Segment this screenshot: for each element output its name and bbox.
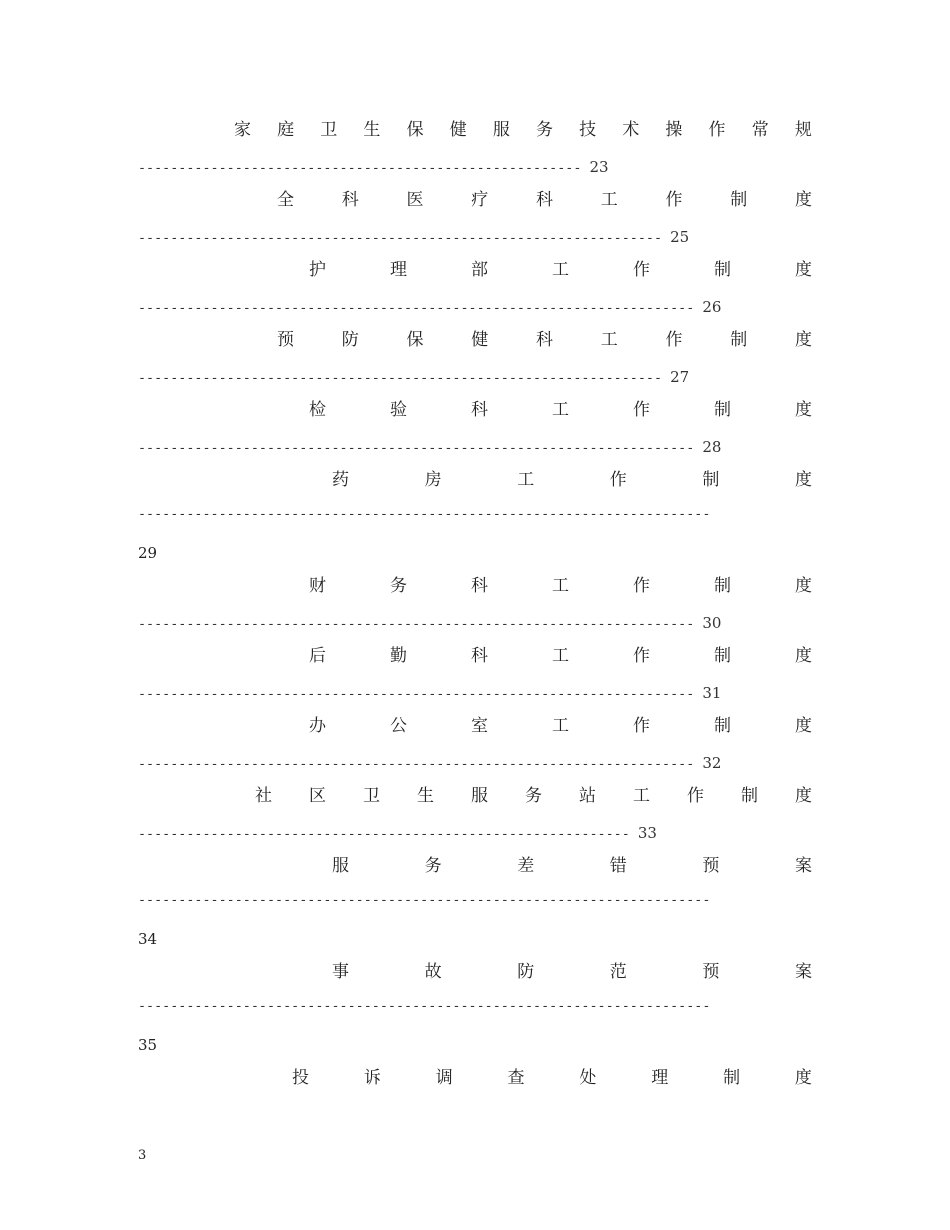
toc-title-char: 工 [552, 716, 569, 736]
toc-title-char: 药 [332, 470, 349, 490]
toc-title-char: 制 [702, 470, 720, 490]
toc-leader: ----------------------------------------------------------------- 25 [138, 228, 690, 246]
toc-title-char: 站 [579, 786, 596, 806]
toc-title-char: 室 [471, 716, 488, 736]
toc-title-char: 故 [424, 962, 442, 982]
toc-title [255, 784, 812, 808]
toc-title-char: 制 [714, 400, 731, 420]
toc-title-char: 科 [471, 400, 488, 420]
toc-title-char: 度 [795, 716, 812, 736]
toc-title-char: 务 [424, 856, 442, 876]
toc-title-char: 投 [292, 1068, 309, 1088]
toc-title-char: 健 [449, 120, 467, 140]
toc-title-char: 全 [277, 190, 294, 210]
toc-title-char: 调 [435, 1068, 453, 1088]
toc-title-char: 保 [406, 120, 424, 140]
toc-page-number: 27 [670, 368, 690, 386]
toc-title-char: 制 [723, 1068, 741, 1088]
toc-title-char: 度 [795, 190, 812, 210]
toc-title-char: 科 [341, 190, 359, 210]
toc-title-char: 制 [714, 576, 731, 596]
toc-title-char: 疗 [471, 190, 489, 210]
toc-title-char: 房 [424, 470, 442, 490]
toc-title-char: 术 [622, 120, 640, 140]
toc-page-number: 33 [637, 824, 657, 842]
toc-title-char: 庭 [277, 120, 295, 140]
toc-title-char: 验 [390, 400, 407, 420]
toc-title-char: 社 [255, 786, 272, 806]
toc-title-char: 科 [471, 576, 488, 596]
toc-title-char: 度 [794, 1068, 812, 1088]
toc-leader: --------------------------------------------------------------------- 28 [138, 438, 722, 456]
toc-leader: --------------------------------------------------------------------- 31 [138, 684, 722, 702]
toc-title-char: 制 [714, 646, 731, 666]
toc-leader: ----------------------------------------------------------------- 27 [138, 368, 690, 386]
toc-title-char: 工 [600, 330, 618, 350]
toc-title-char: 务 [390, 576, 407, 596]
toc-title-char: 后 [309, 646, 326, 666]
toc-title-char: 工 [552, 400, 569, 420]
toc-title-char: 技 [579, 120, 597, 140]
toc-leader: --------------------------------------------------------------------- 30 [138, 614, 722, 632]
toc-title-char: 常 [751, 120, 769, 140]
toc-page-number: 31 [702, 684, 722, 702]
toc-title-char: 财 [309, 576, 326, 596]
toc-title-char: 规 [794, 120, 812, 140]
toc-title-char: 度 [795, 400, 812, 420]
toc-title-char: 部 [471, 260, 488, 280]
toc-title-char: 科 [536, 330, 553, 350]
toc-title-char: 范 [609, 962, 627, 982]
toc-title-char: 差 [517, 856, 535, 876]
toc-title-char: 防 [341, 330, 359, 350]
toc-title-char: 作 [665, 190, 683, 210]
toc-title-char: 处 [579, 1068, 597, 1088]
toc-leader: ----------------------------------------------------------------------- [138, 999, 711, 1014]
toc-title-char: 工 [633, 786, 650, 806]
toc-title-char: 区 [309, 786, 326, 806]
toc-title [309, 258, 812, 282]
toc-title-char: 作 [633, 716, 650, 736]
toc-title-char: 健 [471, 330, 489, 350]
toc-title-char: 作 [609, 470, 627, 490]
toc-title-char: 防 [517, 962, 535, 982]
toc-page-number: 26 [702, 298, 722, 316]
toc-page-number: 23 [589, 158, 609, 176]
toc-title-char: 服 [471, 786, 488, 806]
toc-title-char: 工 [552, 576, 569, 596]
toc-title-char: 度 [795, 330, 812, 350]
toc-title-char: 务 [535, 120, 553, 140]
toc-title-char: 家 [234, 120, 251, 140]
toc-page-number: 28 [702, 438, 722, 456]
toc-title [277, 188, 812, 212]
toc-title-char: 科 [471, 646, 488, 666]
toc-page-number: 32 [702, 754, 722, 772]
toc-title-char: 作 [633, 646, 650, 666]
toc-title-char: 生 [363, 120, 381, 140]
toc-title-char: 办 [309, 716, 326, 736]
toc-title-char: 度 [795, 260, 812, 280]
toc-page-number: 35 [138, 1036, 158, 1054]
toc-title [309, 574, 812, 598]
toc-leader: --------------------------------------------------------------------- 26 [138, 298, 722, 316]
toc-title-char: 错 [609, 856, 627, 876]
toc-title-char: 护 [309, 260, 326, 280]
toc-title-char: 度 [795, 646, 812, 666]
toc-leader: ----------------------------------------------------------------------- [138, 893, 711, 908]
toc-title-char: 作 [633, 400, 650, 420]
toc-title-char: 工 [552, 260, 569, 280]
toc-title [309, 644, 812, 668]
toc-title-char: 制 [730, 330, 748, 350]
toc-title-char: 作 [665, 330, 683, 350]
toc-title-char: 科 [536, 190, 553, 210]
toc-page-number: 30 [702, 614, 722, 632]
toc-title-char: 检 [309, 400, 326, 420]
toc-title-char: 服 [492, 120, 510, 140]
toc-title-char: 事 [332, 962, 349, 982]
toc-title-char: 作 [633, 260, 650, 280]
toc-title-char: 度 [795, 576, 812, 596]
toc-title-char: 作 [708, 120, 726, 140]
toc-title-char: 度 [795, 786, 812, 806]
toc-title [332, 468, 812, 492]
toc-title-char: 工 [552, 646, 569, 666]
toc-title-char: 作 [687, 786, 704, 806]
toc-title-char: 度 [794, 470, 812, 490]
toc-title-char: 医 [406, 190, 424, 210]
toc-title-char: 服 [332, 856, 349, 876]
toc-page-number: 29 [138, 544, 158, 562]
toc-title-char: 诉 [363, 1068, 381, 1088]
toc-title [292, 1066, 812, 1090]
toc-title-char: 工 [517, 470, 535, 490]
page-number-footer: 3 [138, 1148, 147, 1163]
toc-title [332, 854, 812, 878]
toc-leader: ------------------------------------------------------------- 33 [138, 824, 657, 842]
toc-title-char: 查 [507, 1068, 525, 1088]
toc-title [309, 714, 812, 738]
toc-title-char: 制 [714, 716, 731, 736]
toc-title-char: 生 [417, 786, 434, 806]
toc-title-char: 卫 [320, 120, 338, 140]
toc-title [309, 398, 812, 422]
toc-title-char: 勤 [390, 646, 407, 666]
toc-page-number: 25 [670, 228, 690, 246]
toc-title-char: 保 [406, 330, 424, 350]
toc-title-char: 作 [633, 576, 650, 596]
toc-title-char: 理 [390, 260, 407, 280]
toc-title-char: 卫 [363, 786, 380, 806]
toc-title-char: 预 [702, 962, 720, 982]
toc-leader: --------------------------------------------------------------------- 32 [138, 754, 722, 772]
toc-title-char: 制 [714, 260, 731, 280]
toc-title-char: 制 [741, 786, 758, 806]
toc-title [332, 960, 812, 984]
toc-title-char: 操 [665, 120, 683, 140]
toc-title-char: 制 [730, 190, 748, 210]
toc-leader: ----------------------------------------------------------------------- [138, 507, 711, 522]
toc-title [234, 118, 812, 142]
toc-title-char: 预 [277, 330, 294, 350]
toc-title-char: 理 [651, 1068, 669, 1088]
toc-leader: ------------------------------------------------------- 23 [138, 158, 609, 176]
toc-title [277, 328, 812, 352]
toc-title-char: 公 [390, 716, 407, 736]
toc-title-char: 工 [600, 190, 618, 210]
toc-title-char: 案 [794, 962, 812, 982]
toc-title-char: 预 [702, 856, 720, 876]
toc-title-char: 案 [794, 856, 812, 876]
toc-title-char: 务 [525, 786, 542, 806]
toc-page-number: 34 [138, 930, 158, 948]
